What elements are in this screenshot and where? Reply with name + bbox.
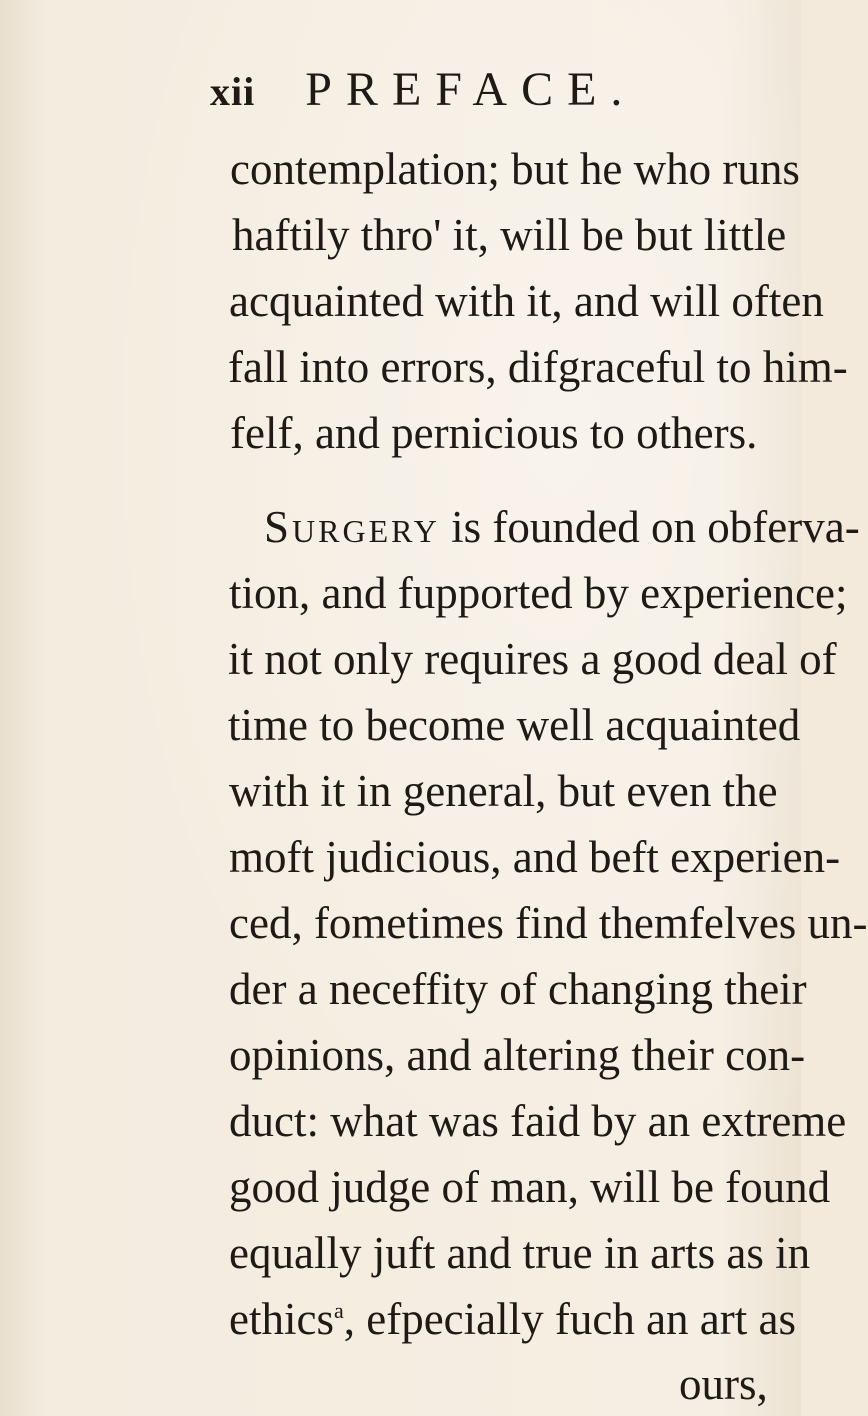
running-title: PREFACE. bbox=[305, 63, 637, 116]
paragraph2-line-9: opinions, and altering their con- bbox=[229, 1030, 806, 1080]
paragraph2-line-13-start: ethics bbox=[229, 1294, 334, 1344]
lead-word-surgery: Surgery bbox=[264, 502, 440, 552]
catchword: ours, bbox=[679, 1359, 768, 1409]
paragraph2-line-1-rest: is founded on obferva- bbox=[439, 502, 860, 552]
paragraph2-line-2: tion, and fupported by experience; bbox=[229, 568, 848, 618]
body-line-4: fall into errors, difgraceful to him- bbox=[228, 342, 848, 392]
paragraph2-line-6: moft judicious, and beft experien- bbox=[229, 832, 841, 882]
footnote-reference: a bbox=[333, 1298, 344, 1323]
body-line-1: contemplation; but he who runs bbox=[230, 144, 800, 194]
paragraph2-line-8: der a neceffity of changing their bbox=[229, 964, 807, 1014]
paragraph2-line-10: duct: what was faid by an extreme bbox=[229, 1096, 847, 1146]
body-line-2: haftily thro' it, will be but little bbox=[232, 210, 787, 260]
paragraph2-line-12: equally juft and true in arts as in bbox=[229, 1228, 811, 1278]
paragraph2-line-3: it not only requires a good deal of bbox=[228, 634, 837, 684]
body-line-3: acquainted with it, and will often bbox=[229, 276, 824, 326]
paragraph2-line-4: time to become well acquainted bbox=[228, 700, 801, 750]
paragraph2-line-13-rest: , efpecially fuch an art as bbox=[343, 1294, 796, 1344]
running-header bbox=[210, 62, 636, 122]
paragraph2-line-11: good judge of man, will be found bbox=[229, 1162, 831, 1212]
paragraph2-line-7: ced, fometimes find themfelves un- bbox=[229, 898, 868, 948]
page-number: xii bbox=[210, 69, 256, 114]
paragraph2-line-5: with it in general, but even the bbox=[229, 766, 778, 816]
body-line-5: felf, and pernicious to others. bbox=[230, 408, 758, 458]
paragraph2-line-1 bbox=[264, 502, 860, 552]
paragraph2-line-13 bbox=[229, 1294, 796, 1344]
